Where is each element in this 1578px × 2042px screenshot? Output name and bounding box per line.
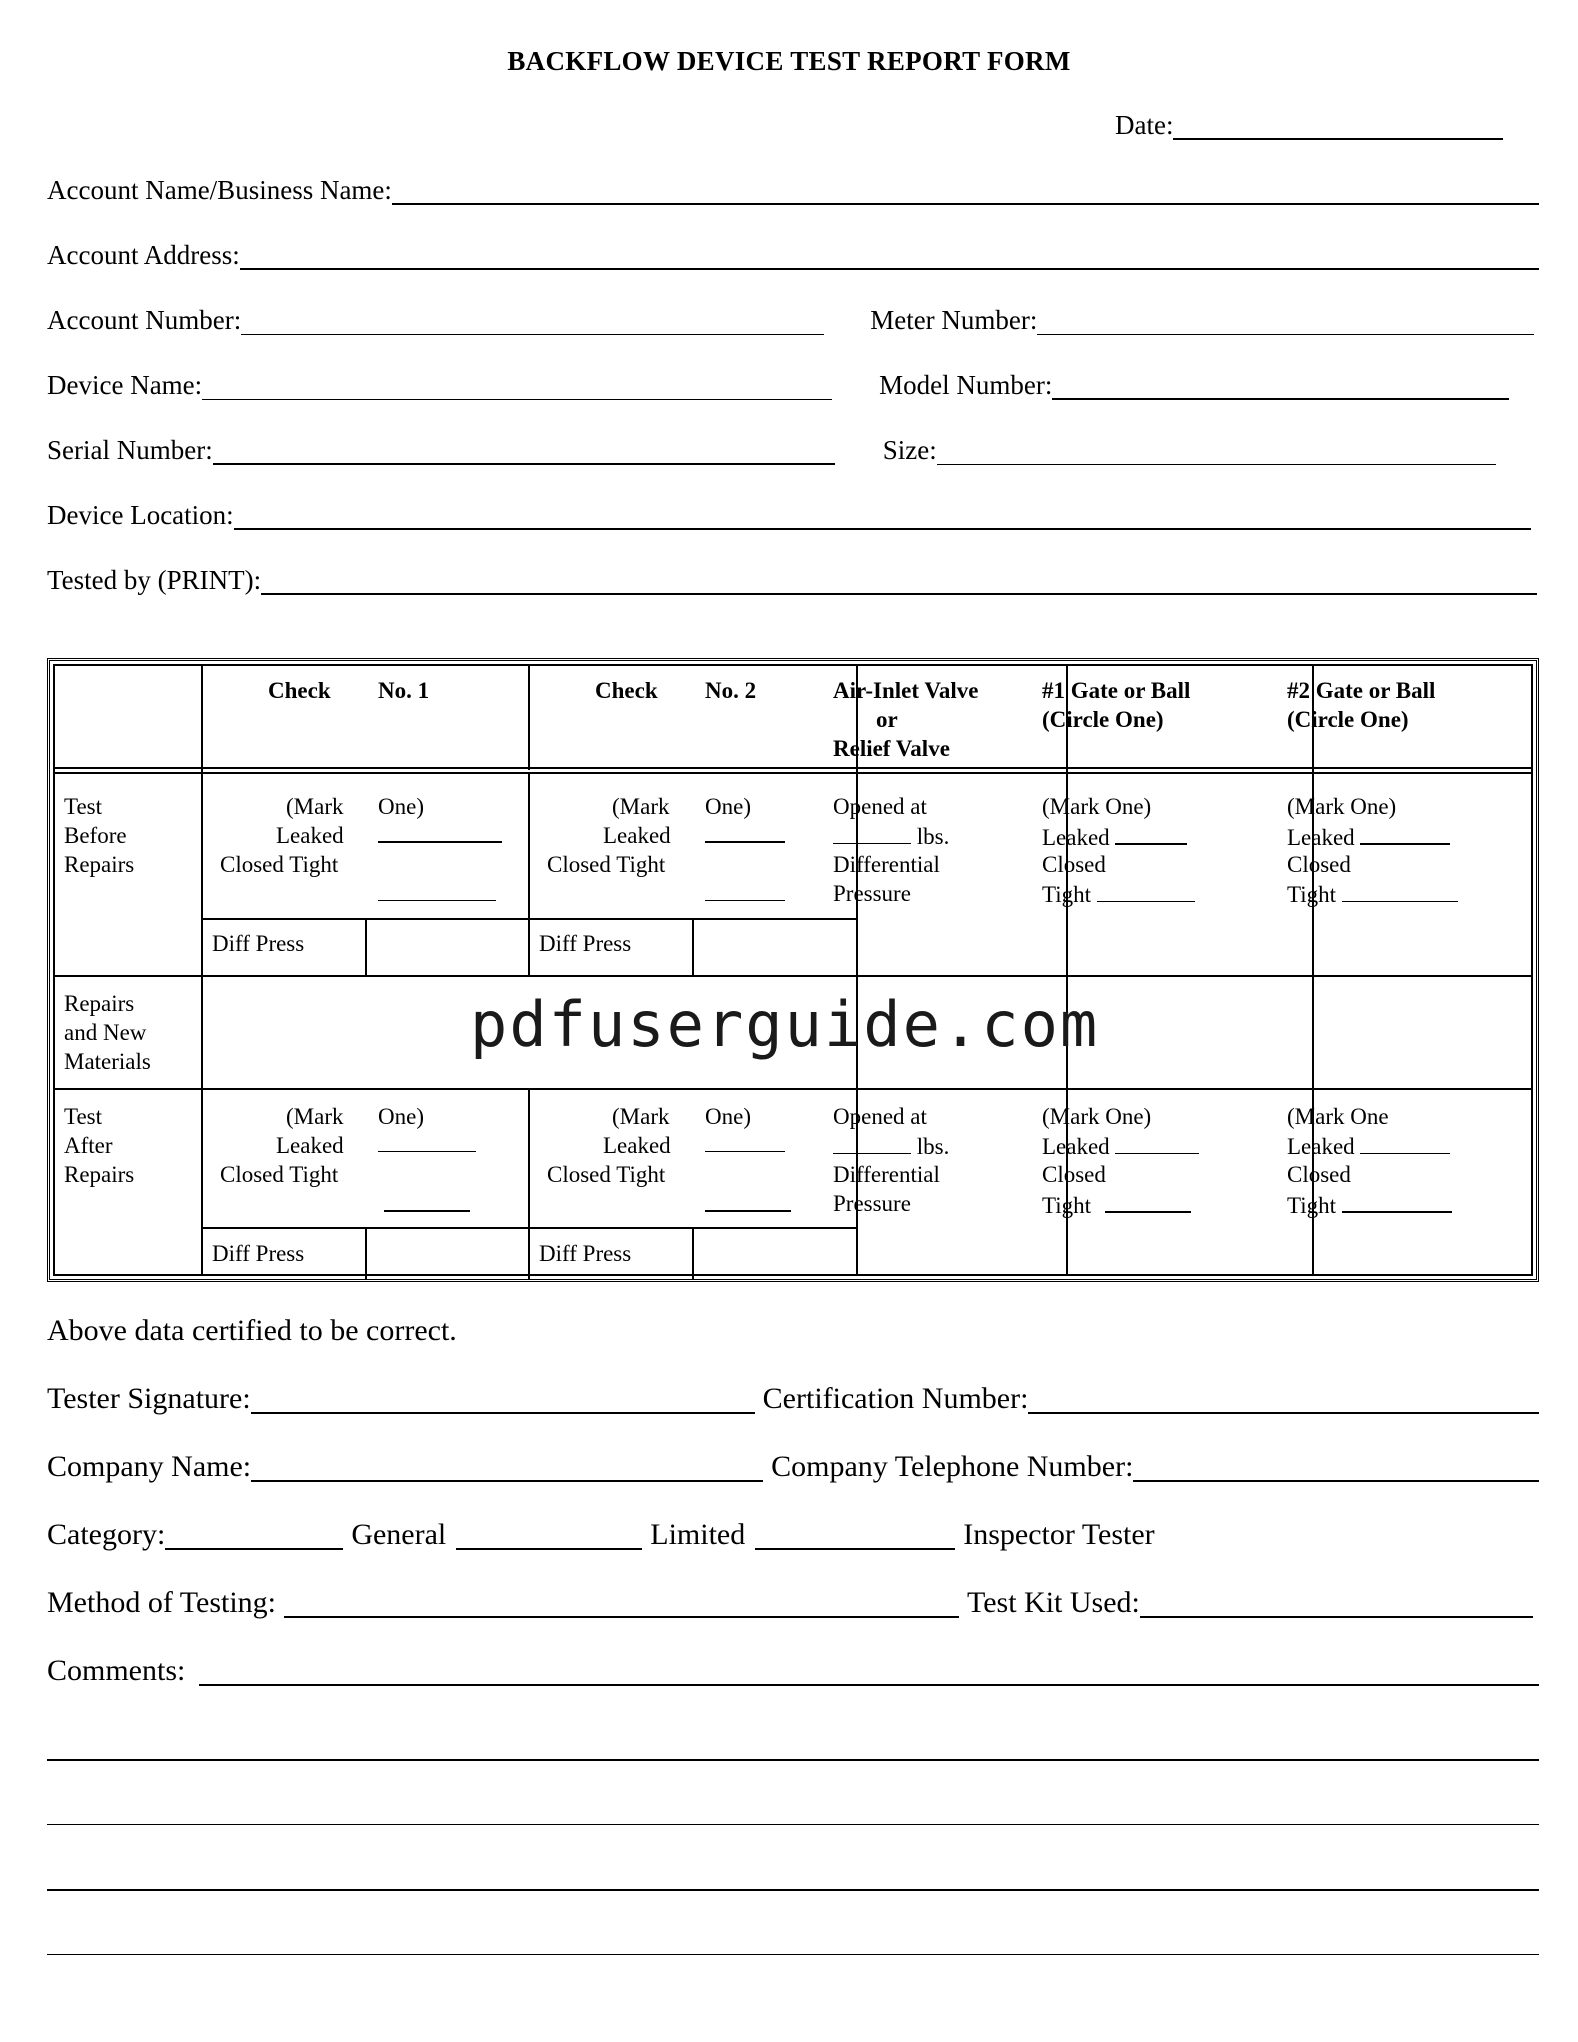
comments-line-3[interactable] <box>47 1824 1539 1825</box>
after-air-pressure: Pressure <box>833 1191 911 1216</box>
repairs-label-1: Repairs <box>64 991 135 1016</box>
comments-label: Comments: <box>47 1654 186 1687</box>
after-g2-mark-one: (Mark One <box>1287 1104 1389 1129</box>
date-field[interactable] <box>1173 110 1503 140</box>
after-g1-mark-one: (Mark One) <box>1042 1104 1152 1129</box>
after-g1-leaked-field[interactable] <box>1115 1131 1199 1154</box>
account-address-label: Account Address: <box>47 240 240 270</box>
before-g1-tight: Tight <box>1042 882 1092 907</box>
after-c2-closed-tight: Closed Tight <box>547 1162 666 1187</box>
company-row <box>47 1442 1539 1482</box>
before-c1-tight-field[interactable] <box>378 878 496 901</box>
after-label-3: Repairs <box>64 1162 135 1187</box>
before-c2-leaked: Leaked <box>603 823 671 848</box>
tester-signature-label: Tester Signature: <box>47 1382 251 1415</box>
after-g2-tight: Tight <box>1287 1193 1337 1218</box>
serial-number-field[interactable] <box>213 435 835 465</box>
after-g1-closed: Closed <box>1042 1162 1106 1187</box>
after-c1-one: One) <box>378 1104 424 1129</box>
size-label: Size: <box>882 435 937 465</box>
after-air-differential: Differential <box>833 1162 940 1187</box>
account-name-row <box>47 165 1539 205</box>
before-air-differential: Differential <box>833 852 940 877</box>
comments-field[interactable] <box>199 1656 1539 1686</box>
gate2-header-2: (Circle One) <box>1287 707 1409 732</box>
device-location-row <box>47 490 1539 530</box>
after-g2-leaked: Leaked <box>1287 1134 1355 1159</box>
date-label: Date: <box>1115 110 1174 140</box>
before-air-pressure: Pressure <box>833 881 911 906</box>
account-name-field[interactable] <box>392 175 1539 205</box>
before-g1-tight-field[interactable] <box>1097 879 1195 902</box>
category-row <box>47 1510 1539 1550</box>
category-label: Category: <box>47 1518 166 1551</box>
certified-row <box>47 1306 1539 1346</box>
before-g2-leaked: Leaked <box>1287 825 1355 850</box>
serial-size-row <box>47 425 1539 465</box>
meter-number-label: Meter Number: <box>870 305 1038 335</box>
model-number-label: Model Number: <box>879 370 1053 400</box>
check1-header-b: No. 1 <box>378 678 430 703</box>
after-g2-tight-field[interactable] <box>1342 1189 1452 1213</box>
comments-line-4[interactable] <box>47 1889 1539 1891</box>
before-air-opened-at: Opened at <box>833 794 927 819</box>
before-air-lbs: lbs. <box>916 824 950 849</box>
certification-number-field[interactable] <box>1028 1384 1539 1414</box>
before-label-2: Before <box>64 823 127 848</box>
before-g2-mark-one: (Mark One) <box>1287 794 1397 819</box>
tester-signature-field[interactable] <box>251 1384 755 1414</box>
general-field[interactable] <box>456 1520 642 1550</box>
after-g1-tight: Tight <box>1042 1193 1092 1218</box>
after-c1-leaked: Leaked <box>276 1133 344 1158</box>
after-c1-diff-press: Diff Press <box>212 1241 305 1266</box>
gate1-header-1: #1 Gate or Ball <box>1042 678 1191 703</box>
account-address-field[interactable] <box>240 240 1539 270</box>
after-g1-tight-field[interactable] <box>1105 1189 1191 1213</box>
after-c2-leaked: Leaked <box>603 1133 671 1158</box>
account-number-field[interactable] <box>241 305 824 335</box>
category-field[interactable] <box>165 1520 343 1550</box>
check2-header-b: No. 2 <box>705 678 757 703</box>
certified-text: Above data certified to be correct. <box>47 1314 457 1347</box>
after-c2-mark: (Mark <box>612 1104 670 1129</box>
after-c2-diff-press: Diff Press <box>539 1241 632 1266</box>
date-row <box>1115 110 1505 140</box>
after-label-2: After <box>64 1133 113 1158</box>
before-c1-one: One) <box>378 794 424 819</box>
test-kit-label: Test Kit Used: <box>967 1586 1140 1619</box>
before-c1-diff-press: Diff Press <box>212 931 305 956</box>
watermark: pdfuserguide.com <box>470 988 1100 1061</box>
account-meter-row <box>47 295 1539 335</box>
after-g2-leaked-field[interactable] <box>1360 1131 1450 1154</box>
form-title: BACKFLOW DEVICE TEST REPORT FORM <box>507 46 1071 76</box>
limited-label: Limited <box>650 1518 746 1551</box>
before-label-1: Test <box>64 794 102 819</box>
signature-row <box>47 1374 1539 1414</box>
before-air-lbs-field[interactable] <box>833 821 911 844</box>
comments-row <box>47 1646 1539 1686</box>
method-field[interactable] <box>284 1588 959 1618</box>
before-g2-tight: Tight <box>1287 882 1337 907</box>
before-g2-tight-field[interactable] <box>1342 879 1458 902</box>
comments-line-2[interactable] <box>47 1759 1539 1761</box>
device-name-label: Device Name: <box>47 370 203 400</box>
device-name-field[interactable] <box>202 370 832 400</box>
after-air-lbs-field[interactable] <box>833 1131 911 1154</box>
after-c1-tight-field[interactable] <box>384 1188 470 1212</box>
test-kit-field[interactable] <box>1140 1588 1533 1618</box>
certification-number-label: Certification Number: <box>762 1382 1029 1415</box>
air-inlet-header-2: or <box>876 707 898 732</box>
company-telephone-label: Company Telephone Number: <box>771 1450 1134 1483</box>
before-c2-tight-field[interactable] <box>705 878 785 901</box>
before-g2-leaked-field[interactable] <box>1360 821 1450 845</box>
before-c2-one: One) <box>705 794 751 819</box>
after-c2-one: One) <box>705 1104 751 1129</box>
account-number-label: Account Number: <box>47 305 242 335</box>
size-field[interactable] <box>937 435 1496 465</box>
after-c2-leaked-field[interactable] <box>705 1129 785 1152</box>
before-c1-closed-tight: Closed Tight <box>220 852 339 877</box>
before-g1-leaked: Leaked <box>1042 825 1110 850</box>
before-g1-mark-one: (Mark One) <box>1042 794 1152 819</box>
after-g1-leaked: Leaked <box>1042 1134 1110 1159</box>
company-name-field[interactable] <box>251 1452 763 1482</box>
model-number-field[interactable] <box>1052 370 1509 400</box>
general-label: General <box>351 1518 447 1551</box>
before-c1-mark: (Mark <box>286 794 344 819</box>
before-c2-mark: (Mark <box>612 794 670 819</box>
tested-by-row <box>47 555 1539 595</box>
before-label-3: Repairs <box>64 852 135 877</box>
before-c2-diff-press: Diff Press <box>539 931 632 956</box>
before-g1-closed: Closed <box>1042 852 1106 877</box>
limited-field[interactable] <box>755 1520 955 1550</box>
repairs-label-3: Materials <box>64 1049 151 1074</box>
serial-number-label: Serial Number: <box>47 435 213 465</box>
after-air-lbs: lbs. <box>916 1134 950 1159</box>
after-c1-closed-tight: Closed Tight <box>220 1162 339 1187</box>
account-address-row <box>47 230 1539 270</box>
company-name-label: Company Name: <box>47 1450 252 1483</box>
after-c1-leaked-field[interactable] <box>378 1129 476 1152</box>
before-c2-leaked-field[interactable] <box>705 819 785 843</box>
before-c1-leaked-field[interactable] <box>378 819 502 843</box>
before-g1-leaked-field[interactable] <box>1115 821 1187 845</box>
device-model-row <box>47 360 1539 400</box>
check1-header-a: Check <box>268 678 331 703</box>
meter-number-field[interactable] <box>1037 305 1534 335</box>
company-telephone-field[interactable] <box>1133 1452 1539 1482</box>
after-c2-tight-field[interactable] <box>705 1188 791 1212</box>
air-inlet-header-1: Air-Inlet Valve <box>833 678 979 703</box>
air-inlet-header-3: Relief Valve <box>833 736 950 761</box>
tested-by-field[interactable] <box>261 565 1537 595</box>
tested-by-label: Tested by (PRINT): <box>47 565 262 595</box>
after-air-opened-at: Opened at <box>833 1104 927 1129</box>
before-g2-closed: Closed <box>1287 852 1351 877</box>
before-c1-leaked: Leaked <box>276 823 344 848</box>
account-name-label: Account Name/Business Name: <box>47 175 392 205</box>
after-c1-mark: (Mark <box>286 1104 344 1129</box>
gate2-header-1: #2 Gate or Ball <box>1287 678 1436 703</box>
method-row <box>47 1578 1539 1618</box>
test-results-table <box>47 658 1539 1282</box>
method-label: Method of Testing: <box>47 1586 276 1619</box>
after-g2-closed: Closed <box>1287 1162 1351 1187</box>
before-c2-closed-tight: Closed Tight <box>547 852 666 877</box>
comments-line-5[interactable] <box>47 1954 1539 1955</box>
inspector-tester-label: Inspector Tester <box>963 1518 1155 1551</box>
device-location-field[interactable] <box>234 500 1531 530</box>
repairs-label-2: and New <box>64 1020 147 1045</box>
device-location-label: Device Location: <box>47 500 234 530</box>
gate1-header-2: (Circle One) <box>1042 707 1164 732</box>
after-label-1: Test <box>64 1104 102 1129</box>
check2-header-a: Check <box>595 678 658 703</box>
